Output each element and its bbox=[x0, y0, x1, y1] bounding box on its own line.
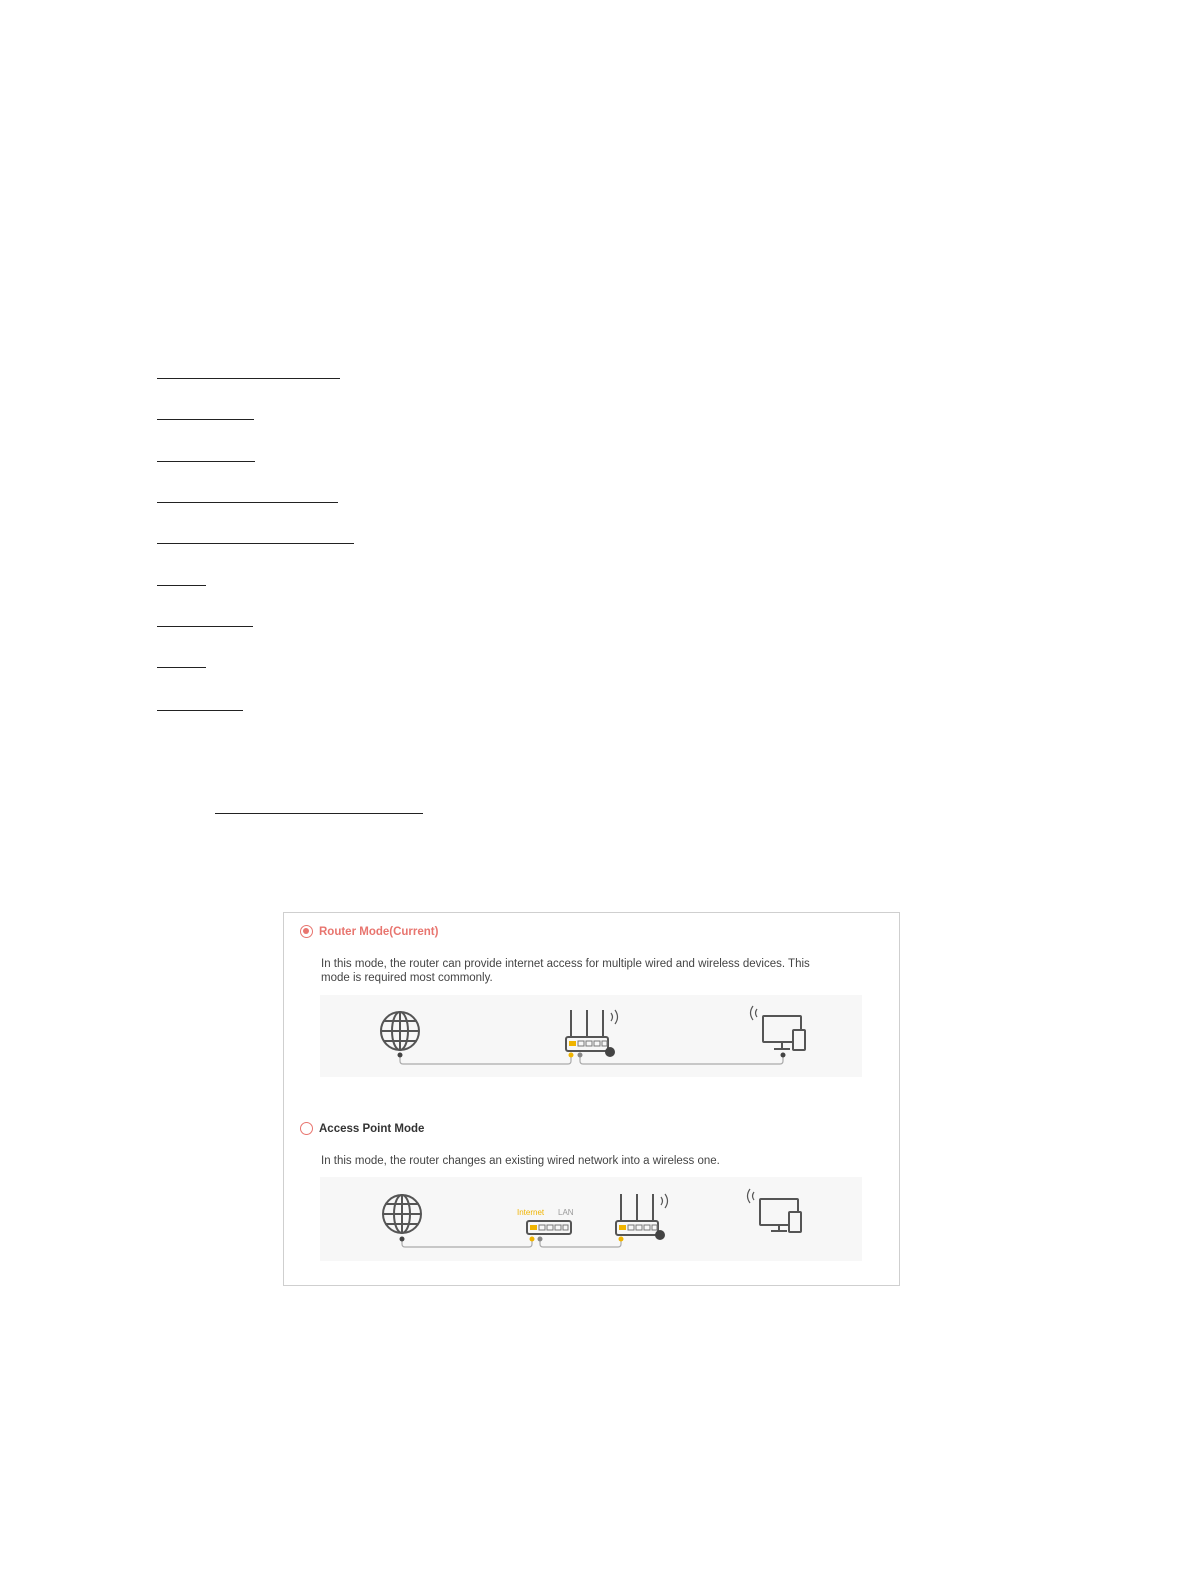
router-mode-description: In this mode, the router can provide internet access for multiple wired and wireless devices. This mode is required most commonly. bbox=[321, 958, 810, 984]
access-point-mode-diagram bbox=[320, 1177, 862, 1261]
link-underline-4[interactable] bbox=[157, 502, 338, 503]
router-mode-diagram bbox=[320, 995, 862, 1077]
link-underline-5[interactable] bbox=[157, 543, 354, 544]
access-point-mode-description: In this mode, the router changes an existing wired network into a wireless one. bbox=[321, 1155, 720, 1167]
lan-port-label: LAN bbox=[558, 1208, 574, 1217]
router-lan-ports bbox=[578, 1041, 607, 1046]
link-underline-9[interactable] bbox=[157, 710, 243, 711]
link-underline-1[interactable] bbox=[157, 378, 340, 379]
link-underline-6[interactable] bbox=[157, 585, 206, 586]
globe-icon bbox=[381, 1012, 419, 1050]
link-underline-2[interactable] bbox=[157, 419, 254, 420]
access-point-mode-title[interactable]: Access Point Mode bbox=[319, 1123, 425, 1135]
router-mode-title[interactable]: Router Mode(Current) bbox=[319, 926, 439, 938]
router-mode-radio[interactable] bbox=[300, 925, 313, 938]
router-badge-icon bbox=[655, 1230, 665, 1240]
link-underline-10[interactable] bbox=[215, 813, 423, 814]
router-wan-port bbox=[569, 1041, 576, 1046]
access-point-mode-cables bbox=[402, 1239, 621, 1247]
router-mode-diagram-svg bbox=[320, 995, 862, 1077]
devices-icon bbox=[751, 1006, 806, 1050]
devices-icon bbox=[748, 1189, 802, 1232]
router-badge-icon bbox=[605, 1047, 615, 1057]
link-underline-3[interactable] bbox=[157, 461, 255, 462]
operation-mode-panel bbox=[283, 912, 900, 1286]
link-underline-8[interactable] bbox=[157, 667, 206, 668]
access-point-mode-radio[interactable] bbox=[300, 1122, 313, 1135]
link-underline-7[interactable] bbox=[157, 626, 253, 627]
access-point-mode-diagram-svg bbox=[320, 1177, 862, 1261]
internet-port-label: Internet bbox=[517, 1208, 545, 1217]
router-mode-cables bbox=[400, 1055, 783, 1064]
globe-icon bbox=[383, 1195, 421, 1233]
